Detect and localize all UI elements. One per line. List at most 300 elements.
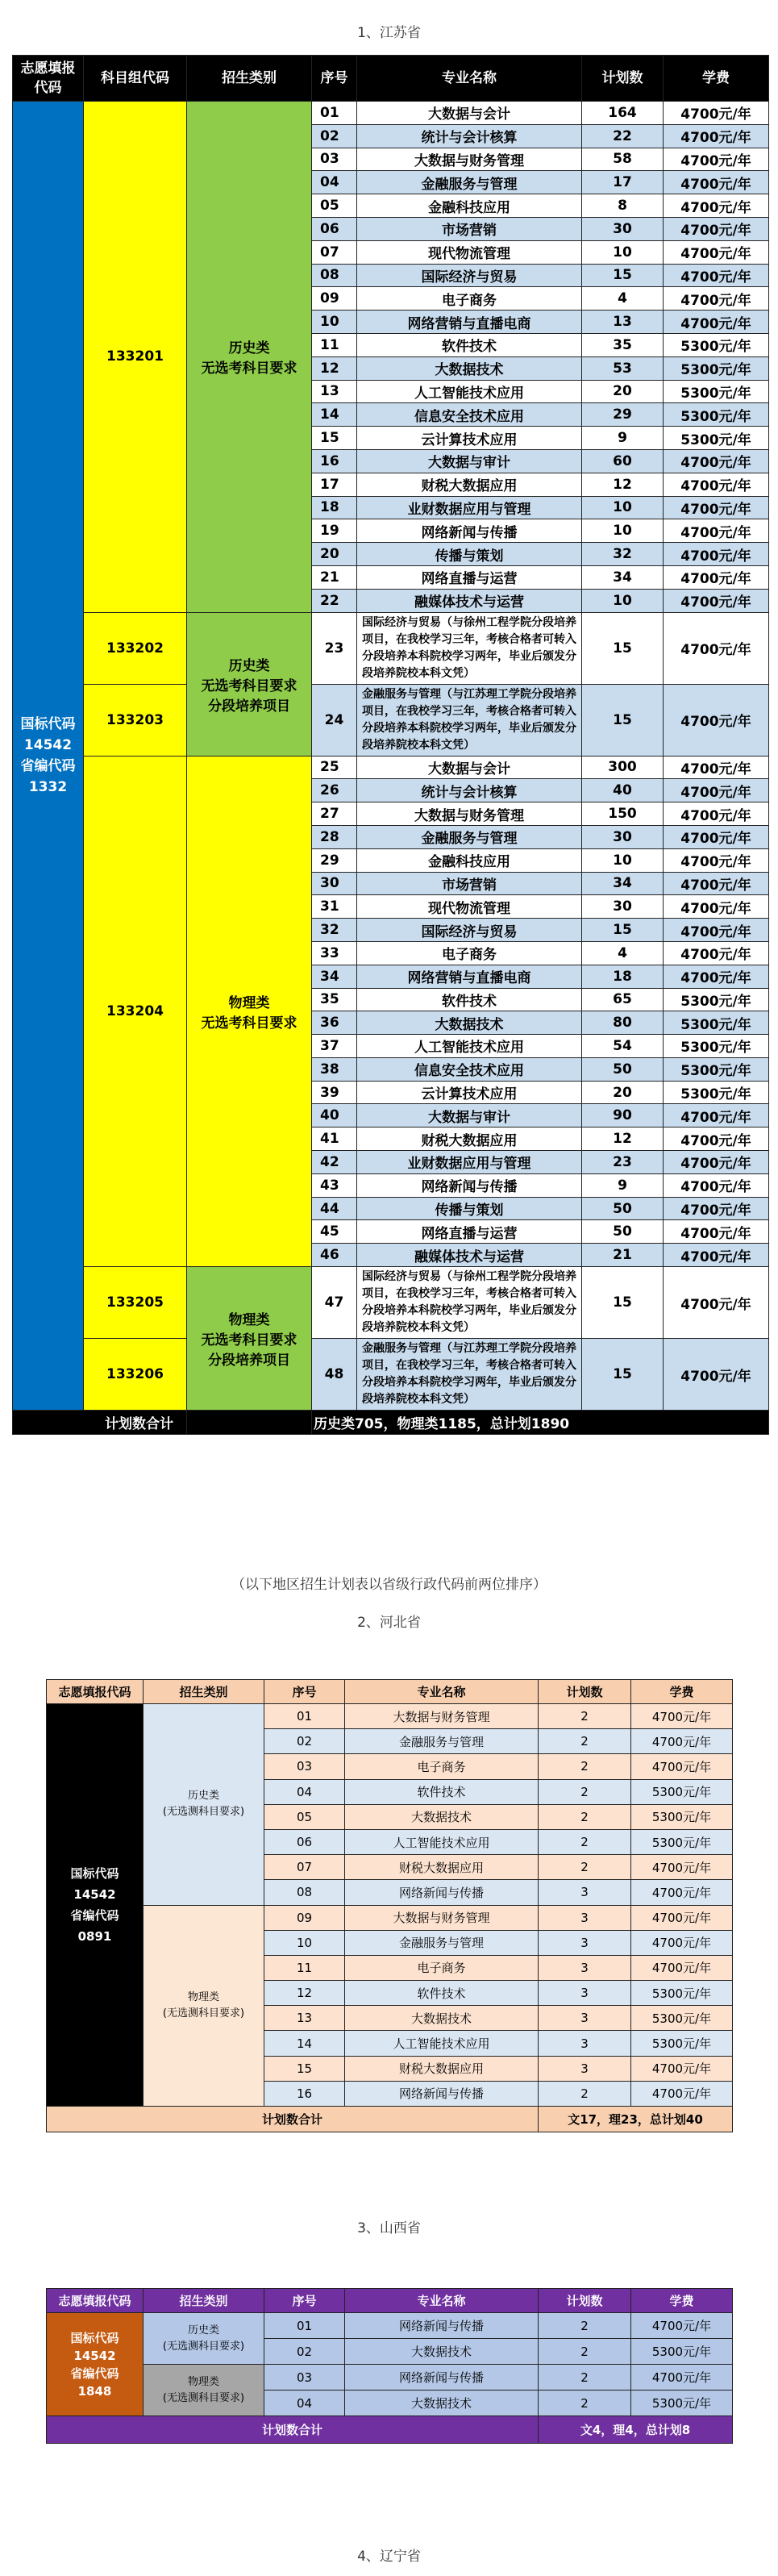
seq-cell: 43 [312,1173,357,1197]
seq-cell: 26 [312,779,357,802]
plan-count-cell: 10 [582,848,664,872]
text-line: 无选考科目要求 [201,1332,297,1349]
tuition-cell: 5300元/年 [664,988,769,1011]
table-row [47,1704,733,1729]
major-cell: 信息安全技术应用 [357,403,582,427]
plan-count-cell: 54 [582,1035,664,1058]
seq-cell: 27 [312,802,357,826]
total-row [47,2107,733,2132]
tuition-cell: 4700元/年 [631,1704,733,1729]
plan-count-cell: 50 [582,1057,664,1081]
seq-cell: 36 [312,1011,357,1035]
tuition-cell: 4700元/年 [664,612,769,684]
plan-count-cell: 21 [582,1244,664,1267]
plan-count-cell: 20 [582,1081,664,1104]
major-cell: 业财数据应用与管理 [357,1151,582,1174]
major-cell: 国际经济与贸易（与徐州工程学院分段培养项目，在我校学习三年，考核合格者可转入分段培养本科院校学习两年，毕业后颁发分段培养院校本科文凭） [357,1267,582,1339]
text-line: 分段培养项目 [208,698,290,715]
tuition-cell: 5300元/年 [664,1057,769,1081]
text-line: 历史类 [228,657,270,674]
tuition-cell: 5300元/年 [631,1804,733,1829]
tuition-cell: 4700元/年 [664,1128,769,1151]
institution-code-cell [47,2313,144,2416]
section-title-liaoning: 4、辽宁省 [357,2549,421,2565]
seq-cell: 44 [312,1197,357,1220]
plan-count-cell: 80 [582,1011,664,1035]
major-cell: 金融科技应用 [357,848,582,872]
major-cell: 财税大数据应用 [345,2056,539,2081]
tuition-cell: 5300元/年 [631,1779,733,1804]
tuition-cell: 4700元/年 [664,171,769,194]
major-cell: 大数据技术 [345,2339,539,2365]
tuition-cell: 4700元/年 [664,148,769,171]
jiangsu-plan-table [12,55,769,1435]
institution-code-cell [13,102,84,1411]
seq-cell: 34 [312,965,357,988]
tuition-cell: 4700元/年 [664,264,769,287]
seq-cell: 11 [264,1955,345,1980]
tuition-cell: 5300元/年 [664,427,769,450]
tuition-cell: 4700元/年 [664,449,769,473]
subject-group-code: 133204 [84,756,187,1267]
tuition-cell: 5300元/年 [664,333,769,356]
seq-cell: 01 [264,1704,345,1729]
tuition-cell: 4700元/年 [664,240,769,264]
tuition-cell: 4700元/年 [664,589,769,612]
seq-cell: 15 [264,2056,345,2081]
major-cell: 市场营销 [357,872,582,895]
plan-count-cell: 2 [539,2391,631,2416]
major-cell: 金融服务与管理 [357,825,582,848]
plan-count-cell: 17 [582,171,664,194]
seq-cell: 37 [312,1035,357,1058]
plan-count-cell: 2 [539,1855,631,1880]
plan-count-cell: 3 [539,2056,631,2081]
seq-cell: 04 [312,171,357,194]
seq-cell: 11 [312,333,357,356]
table-row [13,102,769,125]
seq-cell: 14 [264,2031,345,2056]
seq-cell: 41 [312,1128,357,1151]
col-header: 志愿填报代码 [47,2289,144,2313]
table-row [47,2313,733,2339]
plan-count-cell: 15 [582,612,664,684]
seq-cell: 42 [312,1151,357,1174]
seq-cell: 24 [312,684,357,756]
subject-group-code: 133205 [84,1267,187,1339]
text-line: 分段培养项目 [208,1353,290,1369]
seq-cell: 09 [312,287,357,311]
plan-count-cell: 12 [582,473,664,496]
major-cell: 网络新闻与传播 [345,2313,539,2339]
plan-count-cell: 2 [539,2339,631,2365]
text-line: 物理类 [228,1312,270,1329]
plan-count-cell: 2 [539,2313,631,2339]
plan-count-cell: 60 [582,449,664,473]
major-cell: 融媒体技术与运营 [357,1244,582,1267]
major-cell: 融媒体技术与运营 [357,589,582,612]
seq-cell: 21 [312,565,357,589]
tuition-cell: 5300元/年 [631,2031,733,2056]
tuition-cell: 4700元/年 [631,1880,733,1905]
plan-count-cell: 3 [539,1880,631,1905]
tuition-cell: 4700元/年 [664,756,769,779]
major-cell: 现代物流管理 [357,895,582,919]
hebei-plan-table [46,1679,733,2132]
table-row [47,2365,733,2391]
major-cell: 大数据技术 [357,1011,582,1035]
seq-cell: 03 [312,148,357,171]
major-cell: 大数据与财务管理 [357,148,582,171]
total-row [13,1411,769,1435]
major-cell: 人工智能技术应用 [357,1035,582,1058]
plan-count-cell: 15 [582,684,664,756]
major-cell: 大数据技术 [357,356,582,380]
plan-count-cell: 9 [582,1173,664,1197]
major-cell: 金融服务与管理（与江苏理工学院分段培养项目，在我校学习三年，考核合格者可转入分段培养本科院校学习两年，毕业后颁发分段培养院校本科文凭） [357,1339,582,1411]
seq-cell: 08 [312,264,357,287]
seq-cell: 18 [312,496,357,519]
plan-count-cell: 3 [539,1981,631,2006]
col-header: 序号 [264,2289,345,2313]
plan-count-cell: 15 [582,1267,664,1339]
seq-cell: 38 [312,1057,357,1081]
seq-cell: 10 [312,311,357,334]
table-header-row [13,56,769,102]
seq-cell: 12 [264,1981,345,2006]
seq-cell: 25 [312,756,357,779]
major-cell: 金融服务与管理 [345,1930,539,1955]
major-cell: 大数据技术 [345,2391,539,2416]
plan-count-cell: 35 [582,333,664,356]
seq-cell: 02 [264,2339,345,2365]
plan-count-cell: 34 [582,872,664,895]
plan-count-cell: 30 [582,217,664,240]
seq-cell: 35 [312,988,357,1011]
section-title-jiangsu: 1、江苏省 [357,25,421,41]
seq-cell: 09 [264,1905,345,1930]
major-cell: 网络直播与运营 [357,565,582,589]
tuition-cell: 4700元/年 [664,194,769,218]
plan-count-cell: 2 [539,1729,631,1754]
plan-count-cell: 2 [539,1804,631,1829]
subject-group-code: 133202 [84,612,187,684]
plan-count-cell: 23 [582,1151,664,1174]
major-cell: 大数据与财务管理 [345,1905,539,1930]
major-cell: 网络新闻与传播 [345,1880,539,1905]
tuition-cell: 4700元/年 [631,1905,733,1930]
seq-cell: 19 [312,519,357,543]
plan-count-cell: 15 [582,264,664,287]
tuition-cell: 4700元/年 [664,287,769,311]
tuition-cell: 4700元/年 [664,1197,769,1220]
seq-cell: 06 [264,1829,345,1854]
code-line: 国标代码 [70,1866,119,1881]
tuition-cell: 4700元/年 [631,1930,733,1955]
text-line: (无选测科目要求) [162,2391,245,2404]
major-cell: 金融服务与管理 [357,171,582,194]
seq-cell: 29 [312,848,357,872]
tuition-cell: 5300元/年 [664,1081,769,1104]
tuition-cell: 4700元/年 [664,1220,769,1244]
col-header: 专业名称 [357,56,582,102]
tuition-cell: 4700元/年 [664,1104,769,1128]
tuition-cell: 4700元/年 [631,1855,733,1880]
seq-cell: 01 [264,2313,345,2339]
seq-cell: 33 [312,941,357,965]
tuition-cell: 4700元/年 [631,1729,733,1754]
seq-cell: 03 [264,1754,345,1779]
total-label: 计划数合计 [13,1411,187,1435]
code-line: 14542 [73,1887,116,1902]
plan-count-cell: 8 [582,194,664,218]
seq-cell: 31 [312,895,357,919]
seq-cell: 05 [264,1804,345,1829]
seq-cell: 28 [312,825,357,848]
tuition-cell: 4700元/年 [664,779,769,802]
seq-cell: 47 [312,1267,357,1339]
table-header-row [47,1680,733,1704]
seq-cell: 46 [312,1244,357,1267]
col-header: 科目组代码 [84,56,187,102]
major-cell: 大数据技术 [345,2006,539,2031]
tuition-cell: 5300元/年 [631,2391,733,2416]
table-row [47,1905,733,1930]
col-header: 招生类别 [187,56,312,102]
major-cell: 电子商务 [345,1754,539,1779]
tuition-cell: 4700元/年 [664,1339,769,1411]
total-value: 历史类705，物理类1185，总计划1890 [312,1411,769,1435]
subject-group-code: 133203 [84,684,187,756]
tuition-cell: 5300元/年 [664,356,769,380]
plan-count-cell: 3 [539,1905,631,1930]
major-cell: 市场营销 [357,217,582,240]
col-header: 序号 [264,1680,345,1704]
major-cell: 网络营销与直播电商 [357,965,582,988]
major-cell: 信息安全技术应用 [357,1057,582,1081]
plan-count-cell: 22 [582,124,664,148]
tuition-cell: 4700元/年 [664,1151,769,1174]
major-cell: 网络营销与直播电商 [357,311,582,334]
category-cell [187,1267,312,1411]
major-cell: 网络新闻与传播 [357,1173,582,1197]
code-line: 省编代码 [20,758,76,775]
category-cell [187,102,312,613]
plan-count-cell: 3 [539,1930,631,1955]
col-header: 序号 [312,56,357,102]
major-cell: 大数据与会计 [357,102,582,125]
text-line: (无选测科目要求) [162,2340,245,2353]
plan-count-cell: 164 [582,102,664,125]
plan-count-cell: 50 [582,1197,664,1220]
subject-group-code: 133206 [84,1339,187,1411]
tuition-cell: 4700元/年 [664,872,769,895]
total-label: 计划数合计 [47,2416,539,2444]
major-cell: 电子商务 [345,1955,539,1980]
major-cell: 网络直播与运营 [357,1220,582,1244]
code-line: 国标代码 [70,2330,119,2345]
col-header: 志愿填报代码 [47,1680,144,1704]
plan-count-cell: 2 [539,1754,631,1779]
plan-count-cell: 10 [582,519,664,543]
major-cell: 金融服务与管理（与江苏理工学院分段培养项目，在我校学习三年，考核合格者可转入分段培养本科院校学习两年，毕业后颁发分段培养院校本科文凭） [357,684,582,756]
tuition-cell: 4700元/年 [664,825,769,848]
plan-count-cell: 15 [582,1339,664,1411]
major-cell: 云计算技术应用 [357,427,582,450]
major-cell: 大数据与会计 [357,756,582,779]
major-cell: 国际经济与贸易 [357,919,582,942]
shanxi-plan-table [46,2288,733,2444]
major-cell: 统计与会计核算 [357,779,582,802]
major-cell: 电子商务 [357,287,582,311]
seq-cell: 05 [312,194,357,218]
table-header-row [47,2289,733,2313]
plan-count-cell: 2 [539,1779,631,1804]
total-spacer [187,1411,312,1435]
seq-cell: 32 [312,919,357,942]
seq-cell: 20 [312,543,357,566]
text-line: 物理类 [228,994,270,1011]
seq-cell: 14 [312,403,357,427]
plan-count-cell: 9 [582,427,664,450]
total-value: 文17，理23，总计划40 [539,2107,733,2132]
code-line: 国标代码 [20,716,76,733]
tuition-cell: 4700元/年 [631,2081,733,2106]
col-header: 学费 [664,56,769,102]
plan-count-cell: 30 [582,895,664,919]
tuition-cell: 5300元/年 [664,1035,769,1058]
seq-cell: 17 [312,473,357,496]
code-line: 14542 [23,737,73,754]
tuition-cell: 4700元/年 [664,543,769,566]
major-cell: 软件技术 [357,333,582,356]
plan-count-cell: 13 [582,311,664,334]
tuition-cell: 4700元/年 [664,1173,769,1197]
seq-cell: 04 [264,1779,345,1804]
seq-cell: 45 [312,1220,357,1244]
tuition-cell: 4700元/年 [631,1754,733,1779]
col-header: 学费 [631,1680,733,1704]
total-row [47,2416,733,2444]
plan-count-cell: 2 [539,1704,631,1729]
table-row [13,1267,769,1339]
plan-count-cell: 65 [582,988,664,1011]
plan-count-cell: 40 [582,779,664,802]
total-value: 文4，理4，总计划8 [539,2416,733,2444]
tuition-cell: 5300元/年 [664,1011,769,1035]
plan-count-cell: 3 [539,2031,631,2056]
plan-count-cell: 90 [582,1104,664,1128]
category-cell [187,612,312,756]
seq-cell: 13 [264,2006,345,2031]
plan-count-cell: 30 [582,825,664,848]
plan-count-cell: 10 [582,240,664,264]
col-header: 计划数 [539,1680,631,1704]
table-row [13,684,769,756]
code-line: 省编代码 [70,1908,119,1923]
plan-count-cell: 3 [539,2006,631,2031]
col-header: 计划数 [539,2289,631,2313]
major-cell: 大数据与财务管理 [345,1704,539,1729]
major-cell: 大数据技术 [345,1804,539,1829]
plan-count-cell: 300 [582,756,664,779]
plan-count-cell: 2 [539,1829,631,1854]
major-cell: 软件技术 [357,988,582,1011]
tuition-cell: 4700元/年 [631,2056,733,2081]
seq-cell: 22 [312,589,357,612]
tuition-cell: 4700元/年 [664,124,769,148]
seq-cell: 04 [264,2391,345,2416]
seq-cell: 48 [312,1339,357,1411]
seq-cell: 10 [264,1930,345,1955]
major-cell: 财税大数据应用 [357,473,582,496]
major-cell: 财税大数据应用 [345,1855,539,1880]
col-header: 专业名称 [345,2289,539,2313]
text-line: 物理类 [187,2375,219,2388]
seq-cell: 07 [312,240,357,264]
text-line: 物理类 [187,1990,219,2003]
tuition-cell: 5300元/年 [631,2006,733,2031]
code-line: 1332 [28,779,68,796]
plan-count-cell: 10 [582,589,664,612]
plan-count-cell: 150 [582,802,664,826]
plan-count-cell: 2 [539,2081,631,2106]
seq-cell: 01 [312,102,357,125]
code-line: 1848 [77,2383,112,2399]
tuition-cell: 4700元/年 [664,102,769,125]
subject-group-code: 133201 [84,102,187,613]
total-label: 计划数合计 [47,2107,539,2132]
col-header: 计划数 [582,56,664,102]
major-cell: 云计算技术应用 [357,1081,582,1104]
col-header: 招生类别 [144,1680,264,1704]
tuition-cell: 4700元/年 [664,565,769,589]
major-cell: 软件技术 [345,1779,539,1804]
major-cell: 大数据与审计 [357,449,582,473]
seq-cell: 08 [264,1880,345,1905]
major-cell: 传播与策划 [357,543,582,566]
category-cell [144,2313,264,2365]
text-line: 无选考科目要求 [201,361,297,377]
tuition-cell: 4700元/年 [664,848,769,872]
seq-cell: 23 [312,612,357,684]
major-cell: 软件技术 [345,1981,539,2006]
major-cell: 统计与会计核算 [357,124,582,148]
plan-count-cell: 4 [582,941,664,965]
seq-cell: 12 [312,356,357,380]
tuition-cell: 4700元/年 [664,941,769,965]
category-cell [144,1704,264,1906]
seq-cell: 02 [312,124,357,148]
major-cell: 人工智能技术应用 [345,2031,539,2056]
major-cell: 传播与策划 [357,1197,582,1220]
plan-count-cell: 2 [539,2365,631,2391]
text-line: (无选测科目要求) [162,1806,245,1819]
major-cell: 现代物流管理 [357,240,582,264]
tuition-cell: 4700元/年 [631,2365,733,2391]
major-cell: 国际经济与贸易 [357,264,582,287]
tuition-cell: 5300元/年 [664,380,769,403]
tuition-cell: 4700元/年 [664,684,769,756]
tuition-cell: 4700元/年 [664,311,769,334]
plan-count-cell: 20 [582,380,664,403]
seq-cell: 06 [312,217,357,240]
major-cell: 大数据与财务管理 [357,802,582,826]
major-cell: 电子商务 [357,941,582,965]
plan-count-cell: 3 [539,1955,631,1980]
seq-cell: 40 [312,1104,357,1128]
category-cell [144,1905,264,2107]
